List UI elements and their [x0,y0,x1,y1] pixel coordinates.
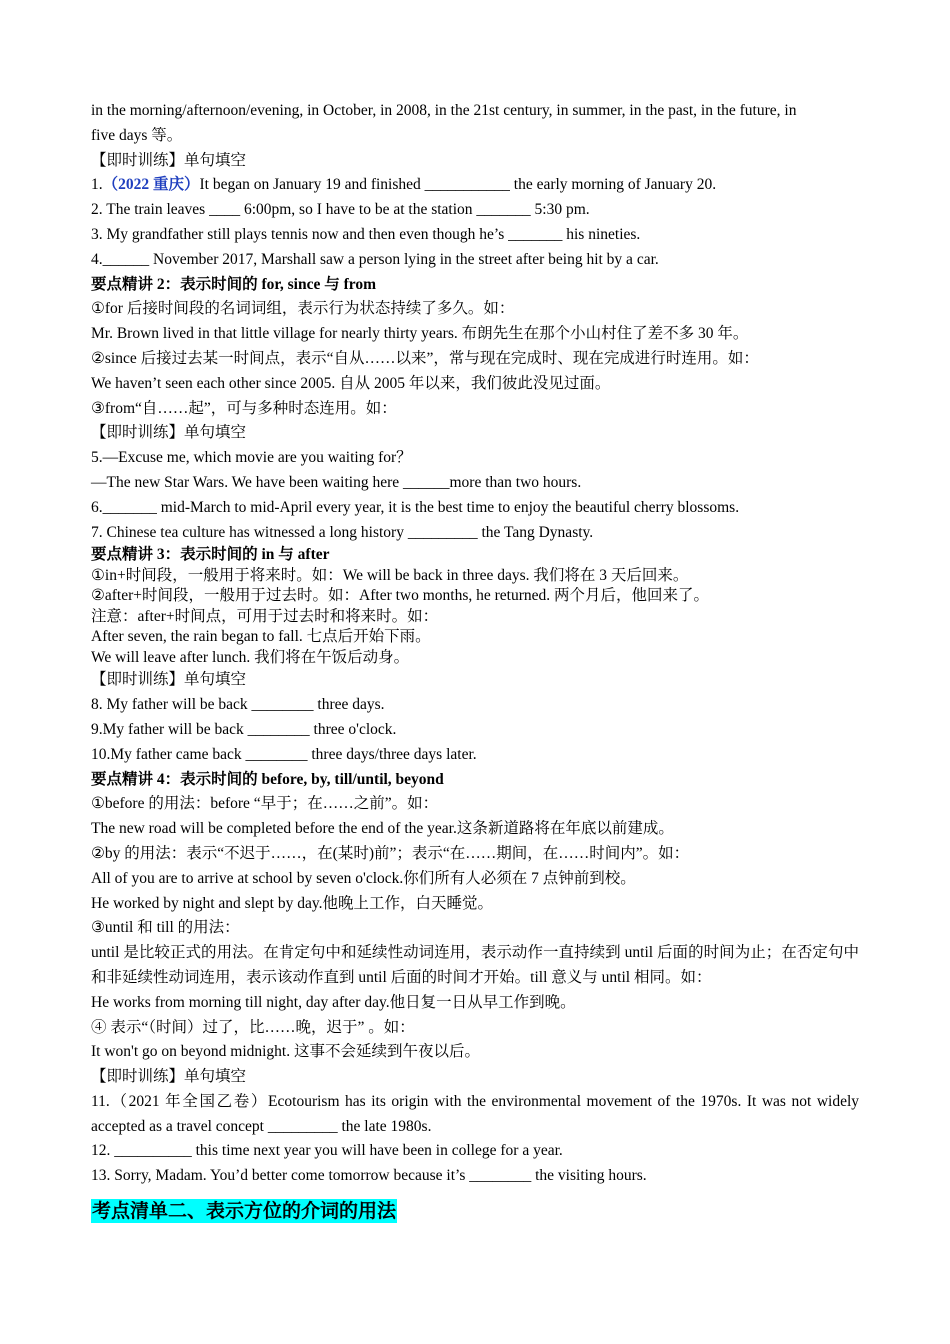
intro-line: in the morning/afternoon/evening, in October, in 2008, in the 21st century, in summer, in the past, in the future, in [91,102,797,119]
drill-label: 【即时训练】单句填空 [91,1068,247,1086]
question-9: 9.My father will be back ________ three o'clock. [91,720,397,738]
question-4: 4.______ November 2017, Marshall saw a person lying in the street after being hit by a car. [91,250,659,268]
question-11: 11.（2021 年全国乙卷）Ecotourism has its origin with the environmental movement of the 1970s. It was not widely accepted as a travel concept _________ the late 1980s. [91,1092,859,1135]
point-2-text: ①for 后接时间段的名词词组，表示行为状态持续了多久。如： [91,300,515,318]
point-2-text: ②since 后接过去某一时间点，表示“自从……以来”，常与现在完成时、现在完成进行时连用。如： [91,349,759,367]
drill-label: 【即时训练】单句填空 [91,424,247,442]
question-2: 2. The train leaves ____ 6:00pm, so I have to be at the station _______ 5:30 pm. [91,201,590,219]
question-source: （2022 重庆） [102,176,200,194]
point-3-text: 注意：after+时间点，可用于过去时和将来时。如： [91,607,439,625]
question-12: 12. __________ this time next year you will have been in college for a year. [91,1142,563,1160]
point-3-text: After seven, the rain began to fall. 七点后开始下雨。 [91,628,431,646]
question-5: 5.—Excuse me, which movie are you waiting for？ [91,449,412,467]
point-4-text: It won't go on beyond midnight. 这事不会延续到午夜以后。 [91,1043,480,1061]
point-4-title: 要点精讲 4：表示时间的 before, by, till/until, beyond [91,770,444,788]
point-3-text: We will leave after lunch. 我们将在午饭后动身。 [91,648,410,666]
point-4-text: He worked by night and slept by day.他晚上工作，白天睡觉。 [91,894,493,912]
point-3-title: 要点精讲 3：表示时间的 in 与 after [91,546,330,564]
document-page [91,99,859,1226]
intro-line: five days 等。 [91,126,183,144]
point-2-title: 要点精讲 2：表示时间的 for, since 与 from [91,275,377,293]
question-6: 6._______ mid-March to mid-April every year, it is the best time to enjoy the beautiful cherry blossoms. [91,498,740,516]
point-2-text: Mr. Brown lived in that little village for nearly thirty years. 布朗先生在那个小山村住了差不多 30 年。 [91,325,749,343]
question-3: 3. My grandfather still plays tennis now and then even though he’s _______ his nineties. [91,225,641,243]
drill-label: 【即时训练】单句填空 [91,671,247,689]
point-3-text: ①in+时间段，一般用于将来时。如：We will be back in three days. 我们将在 3 天后回来。 [91,566,689,584]
point-2-text: We haven’t seen each other since 2005. 自从 2005 年以来，我们彼此没见过面。 [91,374,611,392]
point-4-text: ③until 和 till 的用法： [91,919,240,937]
question-8: 8. My father will be back ________ three days. [91,696,385,714]
point-4-paragraph: until 是比较正式的用法。在肯定句中和延续性动词连用，表示动作一直持续到 until 后面的时间为止；在否定句中和非延续性动词连用，表示该动作直到 until 后面的时间才开始。till 意义与 until 相同。如： [91,944,859,986]
point-2-text: ③from“自……起”，可与多种时态连用。如： [91,399,397,417]
question-text: It began on January 19 and finished ___________ the early morning of January 20. [199,176,717,194]
point-4-text: ④ 表示“（时间）过了，比……晚，迟于” 。如： [91,1018,415,1036]
point-4-text: All of you are to arrive at school by seven o'clock.你们所有人必须在 7 点钟前到校。 [91,869,636,887]
point-4-text: The new road will be completed before the end of the year.这条新道路将在年底以前建成。 [91,820,674,838]
point-4-text: He works from morning till night, day after day.他日复一日从早工作到晚。 [91,993,576,1011]
point-4-text: ②by 的用法：表示“不迟于……，在(某时)前”；表示“在……期间，在……时间内”。如： [91,844,690,862]
section-2-title: 考点清单二、表示方位的介词的用法 [92,1200,397,1223]
question-number: 1. [91,176,103,194]
question-5-answer: —The new Star Wars. We have been waiting here ______more than two hours. [91,473,582,491]
point-3-text: ②after+时间段，一般用于过去时。如：After two months, he returned. 两个月后，他回来了。 [91,587,710,605]
question-7: 7. Chinese tea culture has witnessed a long history _________ the Tang Dynasty. [91,523,594,541]
question-10: 10.My father came back ________ three days/three days later. [91,745,477,763]
point-4-text: ①before 的用法：before “早于；在……之前”。如： [91,795,439,813]
drill-label: 【即时训练】单句填空 [91,151,247,169]
question-13: 13. Sorry, Madam. You’d better come tomorrow because it’s ________ the visiting hours. [91,1167,647,1185]
question-1 [91,173,859,198]
